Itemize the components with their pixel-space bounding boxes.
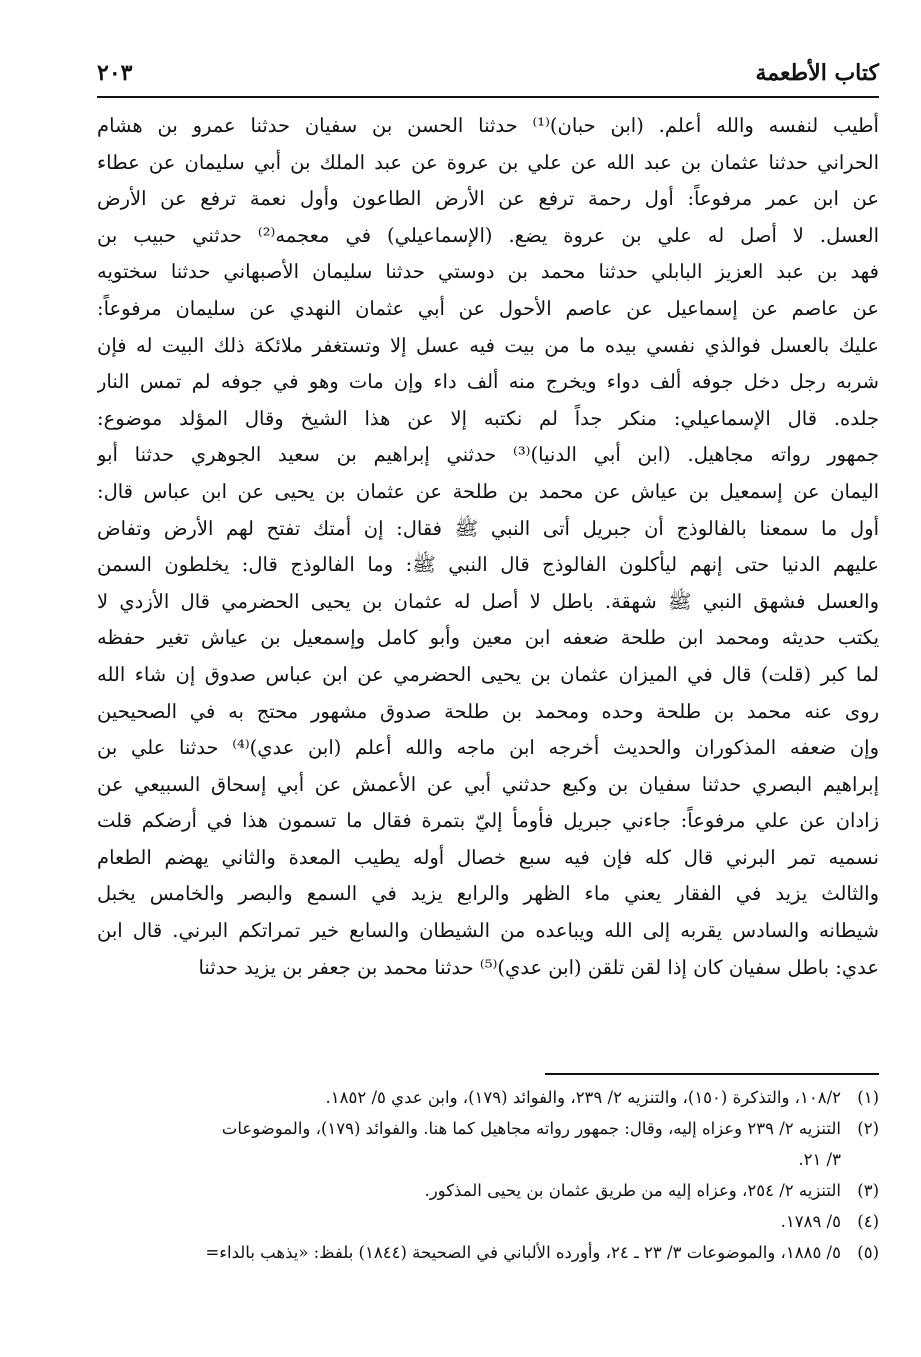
footnote-5 [97, 1237, 879, 1268]
text-line: فهد بن عبد العزيز البابلي حدثنا محمد بن دوستي حدثنا سليمان الأصبهاني حدثنا سختويه [97, 260, 879, 284]
text-line: نسميه تمر البرني قال كله فإن فيه سبع خصال أوله يطيب المعدة والثاني يهضم الطعام [97, 845, 879, 869]
footnote-2 [97, 1113, 879, 1175]
footnote-number: (٣) [857, 1181, 879, 1200]
footnote-1 [97, 1082, 879, 1113]
footnote-3 [97, 1175, 879, 1206]
text-line: عدي: باطل سفيان كان إذا لقن تلقن (ابن عدي)⁽⁵⁾ حدثنا محمد بن جعفر بن يزيد حدثنا [198, 955, 879, 979]
text-line: عليهم الدنيا حتى إنهم ليأكلون الفالوذج قال النبي ﷺ: وما الفالوذج قال: يخلطون السمن [97, 553, 879, 577]
text-line: شيطانه والسادس يقربه إلى الله ويباعده من الشيطان والسابع خير تمراتكم البرني. قال ابن [97, 919, 879, 943]
text-line: شربه رجل دخل جوفه ألف دواء ويخرج منه ألف داء وإن مات وهو في جوفه لم تمس النار [97, 370, 879, 394]
footnote-text: ٥/ ١٧٨٩. [780, 1212, 841, 1231]
text-line: العسل. لا أصل له علي بن عروة يضع. (الإسماعيلي) في معجمه⁽²⁾ حدثني حبيب بن [97, 223, 879, 247]
text-line: روى عنه محمد بن طلحة وحده ومحمد بن طلحة صدوق مشهور محتج به في الصحيحين [97, 699, 879, 723]
footnote-text: ٥/ ١٨٨٥، والموضوعات ٣/ ٢٣ ـ ٢٤، وأورده الألباني في الصحيحة (١٨٤٤) بلفظ: «يذهب بالداء= [205, 1243, 841, 1262]
text-line: وإن ضعفه المذكوران والحديث أخرجه ابن ماجه والله أعلم (ابن عدي)⁽⁴⁾ حدثنا علي بن [97, 736, 879, 760]
text-line: والثالث يزيد في الفقار يعني ماء الظهر والرابع يزيد في السمع والبصر والخامس يخبل [97, 882, 879, 906]
text-line: اليمان عن إسمعيل بن عياش عن محمد بن طلحة عن عثمان بن يحيى عن ابن عباس قال: [97, 479, 879, 503]
page-number: ٢٠٣ [97, 60, 133, 86]
page-header [97, 58, 879, 98]
text-line: جلده. قال الإسماعيلي: منكر جداً لم نكتبه إلا عن هذا الشيخ وقال المؤلد موضوع: [97, 406, 879, 430]
text-line: عن عاصم عن إسماعيل عن عاصم الأحول عن أبي عثمان النهدي عن سليمان مرفوعاً: [97, 296, 879, 320]
footnote-text: التنزيه ٢/ ٢٣٩ وعزاه إليه، وقال: جمهور رواته مجاهيل كما هنا. والفوائد (١٧٩)، والموضوعات [221, 1119, 841, 1138]
footnote-text: ١٠٨/٢، والتذكرة (١٥٠)، والتنزيه ٢/ ٢٣٩، والفوائد (١٧٩)، وابن عدي ٥/ ١٨٥٢. [325, 1088, 841, 1107]
text-line: إبراهيم البصري حدثنا سفيان بن وكيع حدثني أبي عن الأعمش عن أبي إسحاق السبيعي عن [97, 772, 879, 796]
text-line: أطيب لنفسه والله أعلم. (ابن حبان)⁽¹⁾ حدثنا الحسن بن سفيان حدثنا عمرو بن هشام [97, 114, 879, 137]
text-line: زادان عن علي مرفوعاً: جاءني جبريل فأومأ إليّ بتمرة فقال ما تسمون هذا في أرضكم قلت [97, 809, 879, 833]
header-divider [97, 96, 879, 98]
text-line: عليك بالعسل فوالذي نفسي بيده ما من بيت فيه عسل إلا وتستغفر ملائكة ذلك البيت له فإن [97, 333, 879, 357]
footnote-text: ٣/ ٢١. [798, 1150, 841, 1169]
text-line: عن ابن عمر مرفوعاً: أول رحمة ترفع عن الأرض الطاعون وأول نعمة ترفع عن الأرض [97, 187, 879, 211]
text-line: أول ما سمعنا بالفالوذج أن جبريل أتى النبي ﷺ فقال: إن أمتك تفتح لهم الأرض وتفاض [97, 516, 879, 540]
running-title: كتاب الأطعمة [755, 60, 879, 86]
text-line: جمهور رواته مجاهيل. (ابن أبي الدنيا)⁽³⁾ حدثني إبراهيم بن سعيد الجوهري حدثنا أبو [97, 443, 879, 467]
main-text [97, 108, 879, 986]
footnote-4 [97, 1206, 879, 1237]
footnote-number: (٢) [857, 1119, 879, 1138]
footnotes [97, 1082, 879, 1268]
footnote-number: (٥) [857, 1243, 879, 1262]
text-line: لما كبر (قلت) قال في الميزان عثمان بن يحيى الحضرمي عن ابن عباس صدوق إن شاء الله [97, 662, 879, 686]
footnote-number: (١) [857, 1088, 879, 1107]
footnote-text: التنزيه ٢/ ٢٥٤، وعزاه إليه من طريق عثمان بن يحيى المذكور. [424, 1181, 841, 1200]
text-line: والعسل فشهق النبي ﷺ شهقة. باطل لا أصل له عثمان بن يحيى الحضرمي قال الأزدي لا [97, 589, 879, 613]
footnote-number: (٤) [857, 1212, 879, 1231]
text-line: يكتب حديثه ومحمد ابن طلحة ضعفه ابن معين وأبو كامل وإسمعيل بن عياش تغير حفظه [97, 626, 879, 650]
footnote-divider [545, 1073, 879, 1075]
text-line: الحراني حدثنا عثمان بن عبد الله عن علي بن عروة عن عبد الملك بن أبي سليمان عن عطاء [97, 150, 879, 174]
